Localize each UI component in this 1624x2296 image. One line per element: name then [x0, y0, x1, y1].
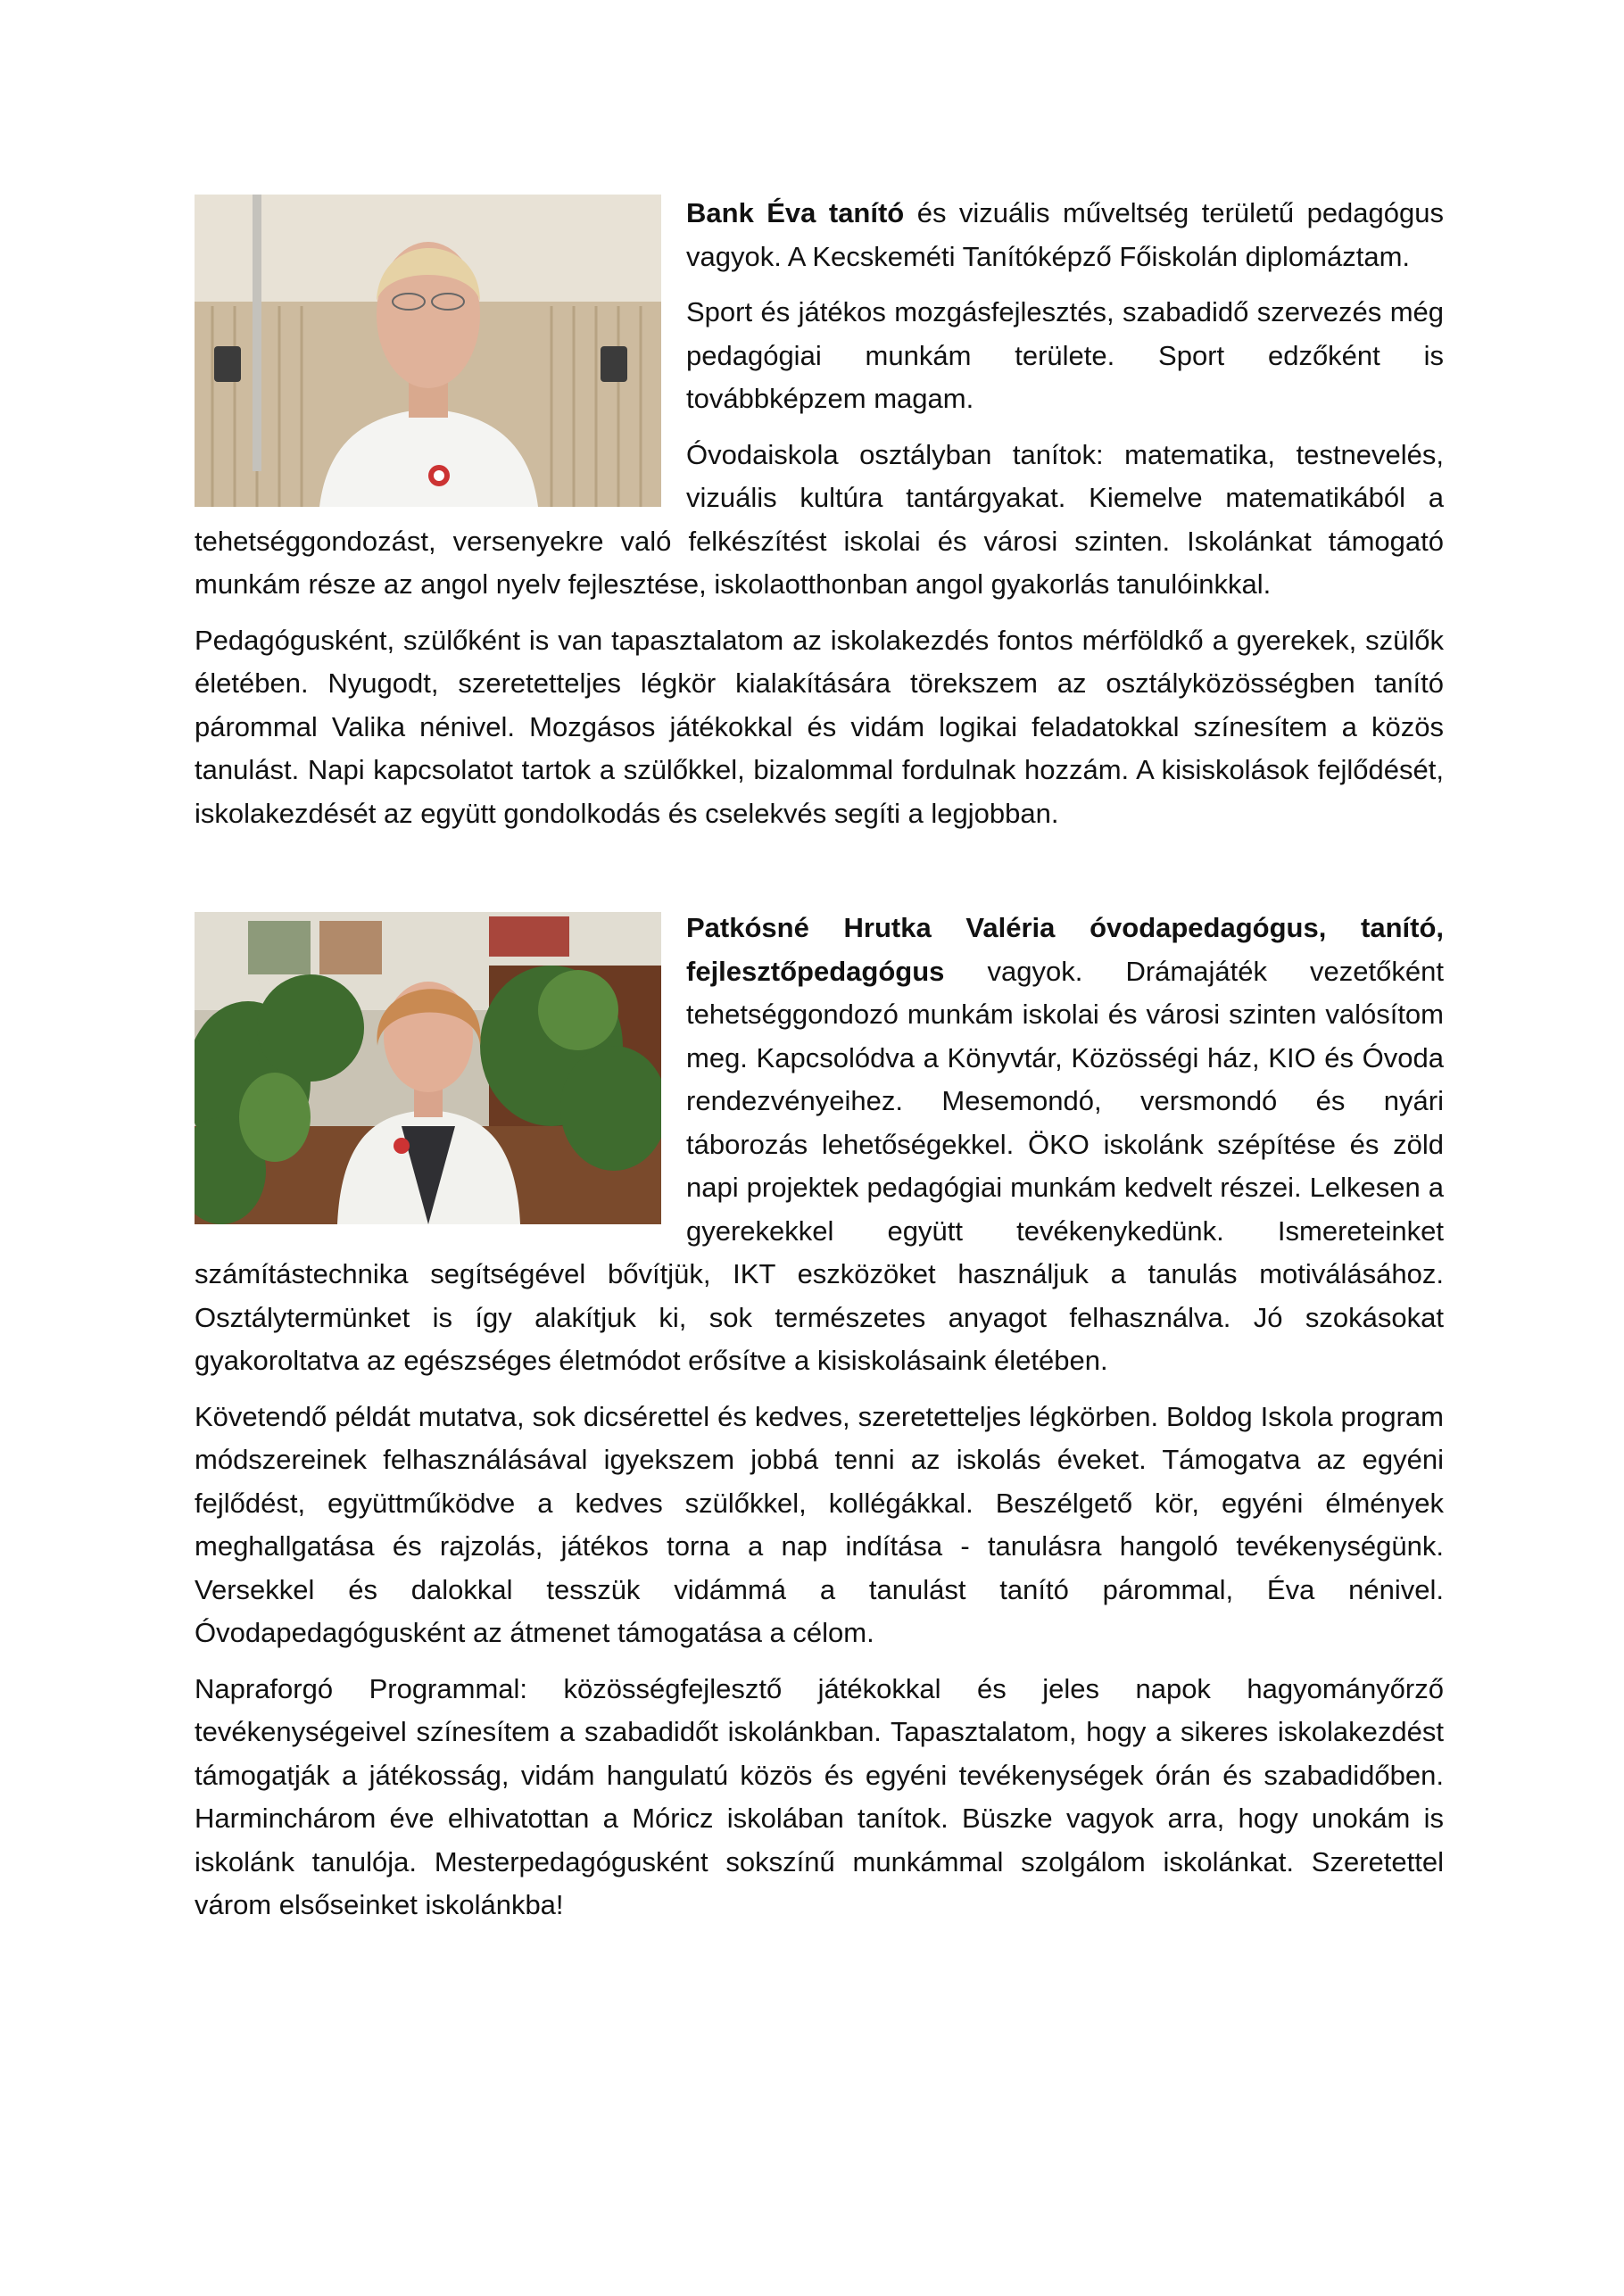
teacher-photo-bank-eva	[195, 195, 661, 507]
section-spacer	[195, 848, 1444, 907]
section2-intro-text: vagyok. Drámajáték vezetőként tehetséggondozó munkám iskolai és városi szinten valósítom meg. Kapcsolódva a Könyvtár, Közösségi ház, KIO és Óvoda rendezvényeihez. Mesemondó, versmondó és nyári táborozás lehetőségekkel. ÖKO iskolánk szépítése és zöld napi projektek pedagógiai munkám kedvelt részei. Lelkesen a gyerekekkel együtt tevékenykedünk. Ismereteinket számítástechnika segítségével bővítjük, IKT eszközöket használjuk a tanulás motiválásához. Osztálytermünket is így alakítjuk ki, sok természetes anyagot felhasználva. Jó szokásokat gyakoroltatva az egészséges életmódot erősítve a kisiskolásaink életében.	[195, 955, 1444, 1376]
section2-paragraph-program: Napraforgó Programmal: közösségfejlesztő játékokkal és jeles napok hagyományőrző tevékenységeivel színesítem a szabadidőt iskolánkban. Tapasztalatom, hogy a sikeres iskolakezdést támogatják a játékosság, vidám hangulatú közös és egyéni tevékenységek órán és szabadidőben. Harminchárom éve elhivatottan a Móricz iskolában tanítok. Büszke vagyok arra, hogy unokám is iskolánk tanulója. Mesterpedagógusként sokszínű munkámmal szolgálom iskolánkat. Szeretettel várom elsőseinket iskolánkba!	[195, 1672, 1444, 1920]
section1-paragraph-experience: Pedagógusként, szülőként is van tapasztalatom az iskolakezdés fontos mérföldkő a gyerekek, szülők életében. Nyugodt, szeretetteljes légkör kialakítására törekszem az osztályközösségben tanító párommal Valika nénivel. Mozgásos játékokkal és vidám logikai feladatokkal színesítem a közös tanulást. Napi kapcsolatot tartok a szülőkkel, bizalommal fordulnak hozzám. A kisiskolások fejlődését, iskolakezdését az együtt gondolkodás és cselekvés segíti a legjobban.	[195, 624, 1444, 829]
section1-paragraph-subjects: Óvodaiskola osztályban tanítok: matematika, testnevelés, vizuális kultúra tantárgyakat. Kiemelve matematikából a tehetséggondozást, versenyekre való felkészítést iskolai és városi szinten. Iskolánkat támogató munkám része az angol nyelv fejlesztése, iskolaotthonban angol gyakorlás tanulóinkkal.	[195, 438, 1444, 600]
section1-intro-text: és vizuális műveltség területű pedagógus vagyok. A Kecskeméti Tanítóképző Főiskolán diplomáztam.	[686, 197, 1445, 272]
teacher-name-patkosne-hrutka-valeria: Patkósné Hrutka Valéria óvodapedagógus, tanító, fejlesztőpedagógus	[686, 912, 1444, 987]
section1-paragraph-sport: Sport és játékos mozgásfejlesztés, szabadidő szervezés még pedagógiai munkám területe. Sport edzőként is továbbképzem magam.	[686, 296, 1444, 414]
teacher-photo-patkosne-hrutka-valeria	[195, 912, 661, 1224]
teacher-name-bank-eva: Bank Éva tanító	[686, 197, 905, 228]
section2-paragraph-methods: Követendő példát mutatva, sok dicsérettel és kedves, szeretetteljes légkörben. Boldog Iskola program módszereinek felhasználásával igyekszem jobbá tenni az iskolás éveket. Támogatva az egyéni fejlődést, együttműködve a kedves szülőkkel, kollégákkal. Beszélgető kör, egyéni élmények meghallgatása és rajzolás, játékos torna a nap indítása - tanulásra hangoló tevékenységünk. Versekkel és dalokkal tesszük vidámmá a tanulást tanító párommal, Éva nénivel. Óvodapedagógusként az átmenet támogatása a célom.	[195, 1400, 1444, 1648]
document-content	[195, 192, 1444, 1940]
